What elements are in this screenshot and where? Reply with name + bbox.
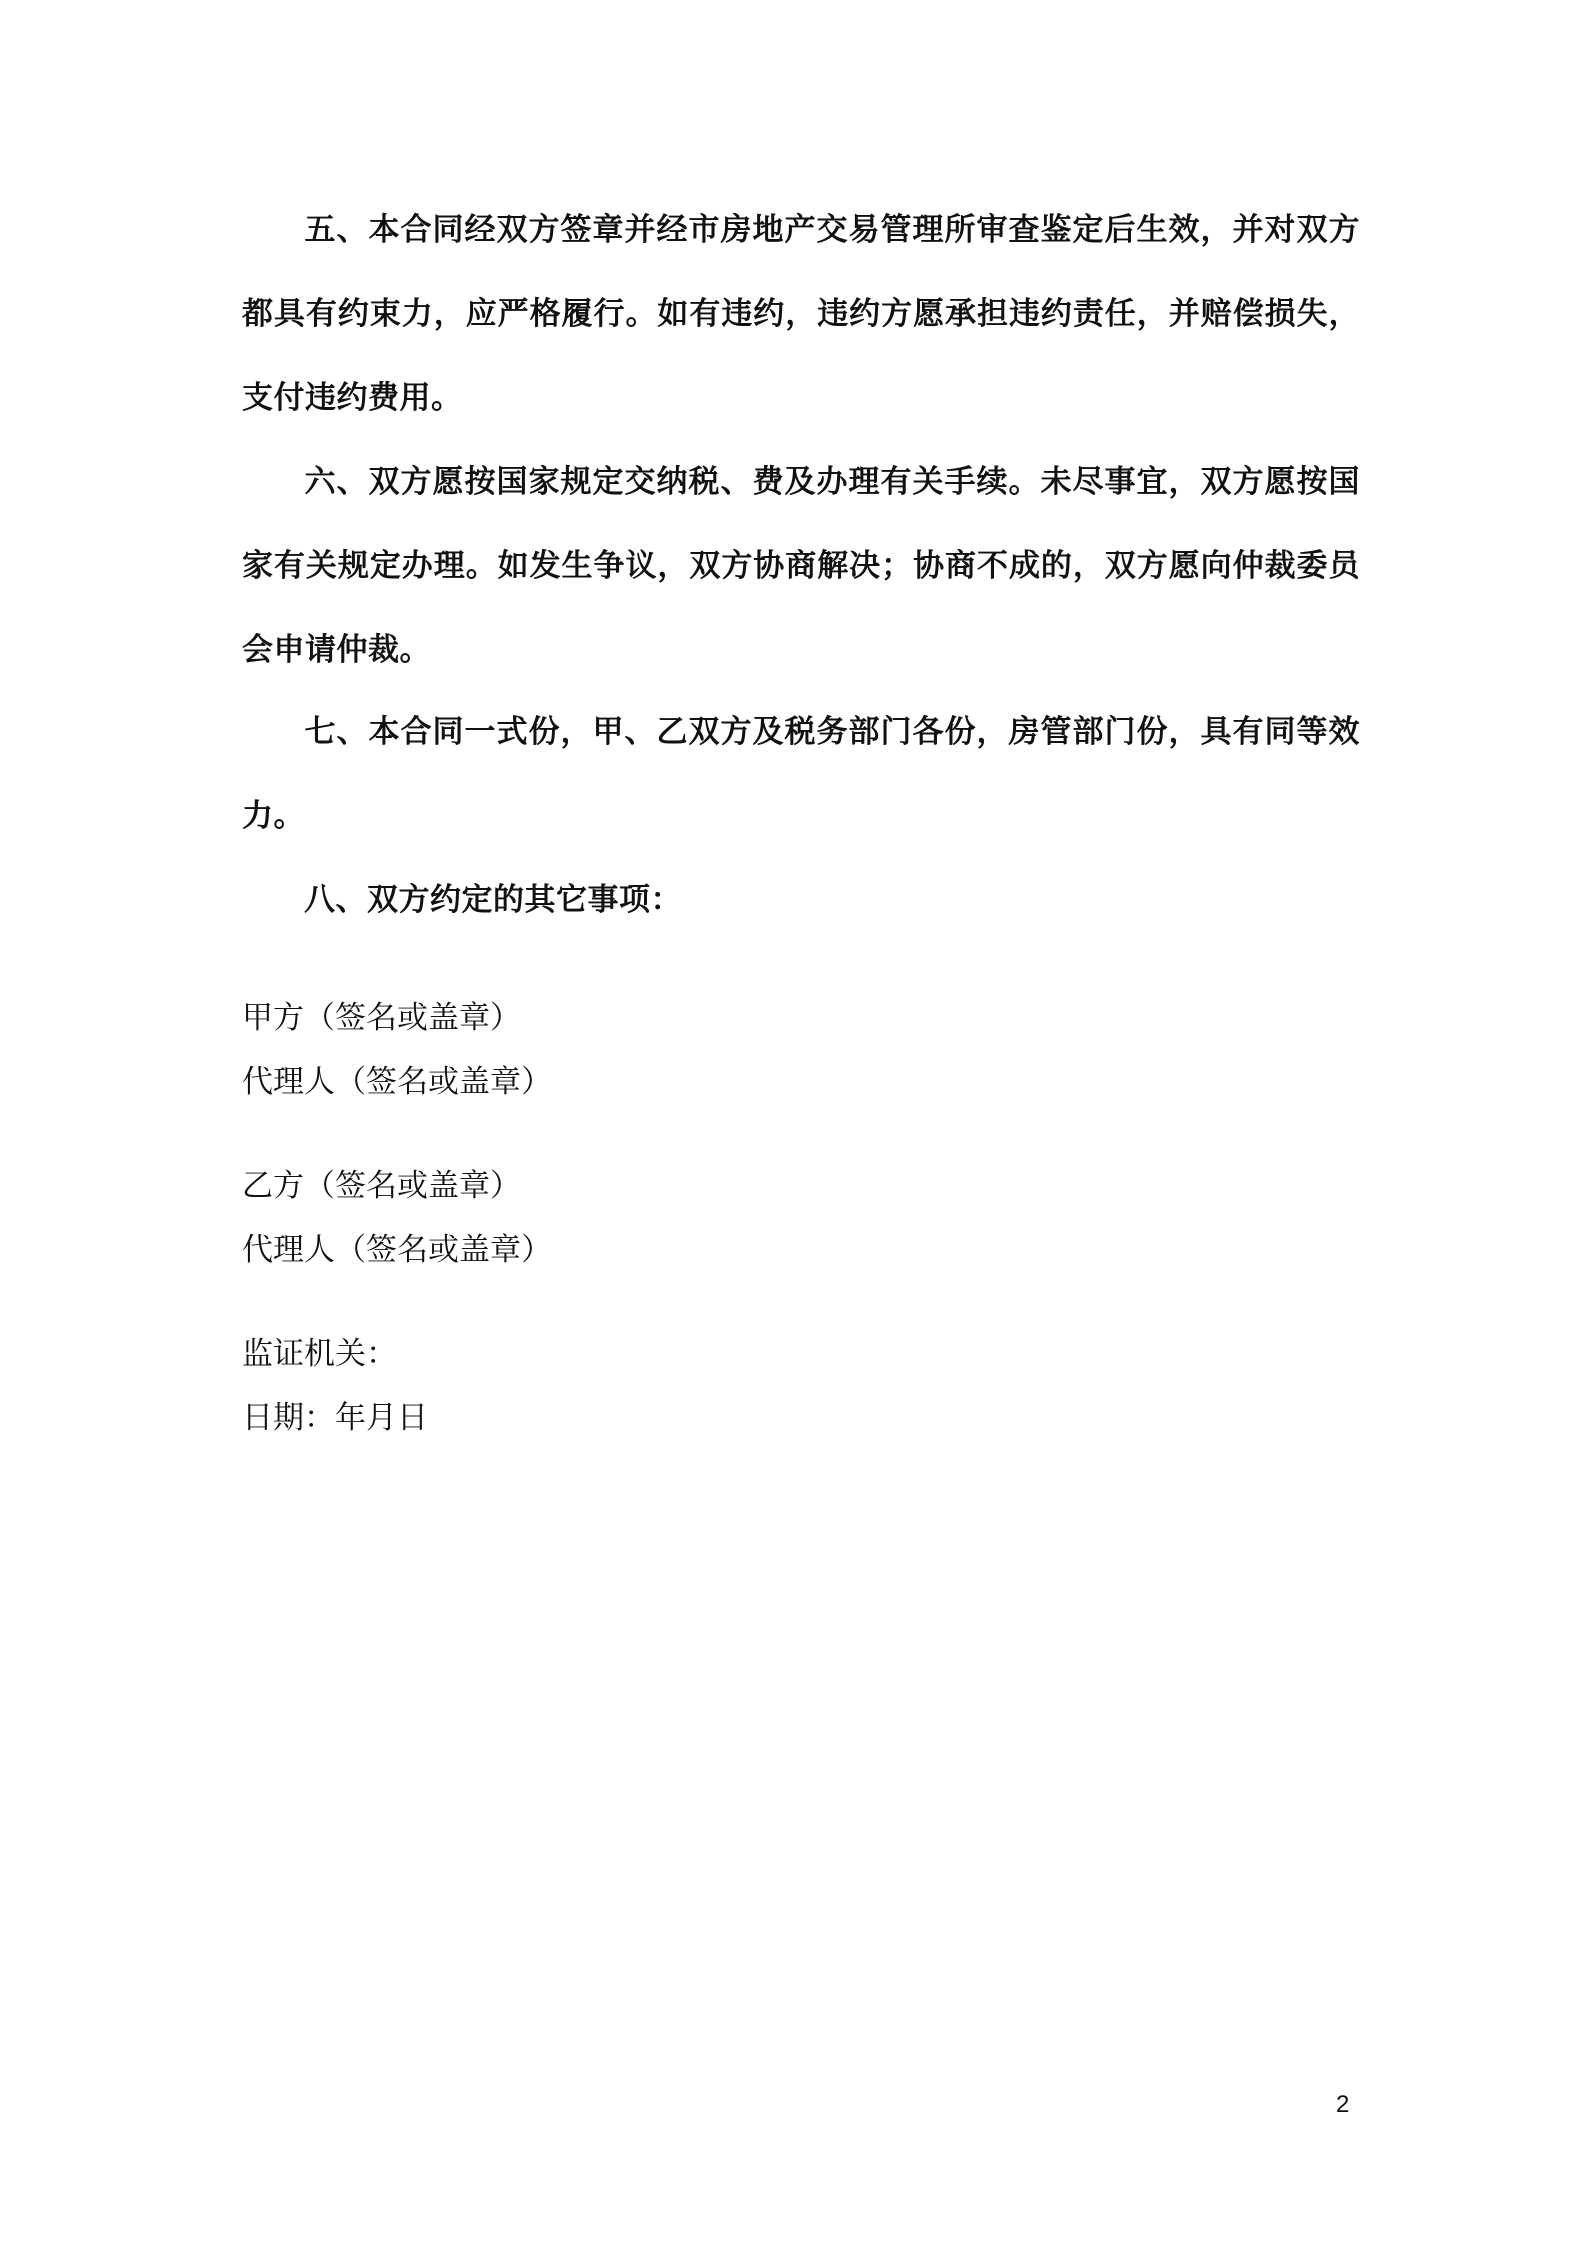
clause-8 [242, 858, 1360, 942]
clause-8-text: 八、双方约定的其它事项： [304, 882, 682, 918]
clause-6-text: 六、双方愿按国家规定交纳税、费及办理有关手续。未尽事宜，双方愿按国家有关规定办理。如发生争议，双方协商解决；协商不成的，双方愿向仲裁委员会申请仲裁。 [242, 464, 1360, 668]
clause-5 [242, 188, 1360, 440]
clause-7-text: 七、本合同一式份，甲、乙双方及税务部门各份，房管部门份，具有同等效力。 [242, 714, 1360, 834]
clause-7 [242, 690, 1360, 858]
clause-6 [242, 440, 1360, 692]
party-a-signature-line: 甲方（签名或盖章） [242, 1000, 521, 1036]
party-b-signature-line: 乙方（签名或盖章） [242, 1168, 521, 1204]
date-line: 日期：年月日 [242, 1400, 428, 1436]
clause-5-text: 五、本合同经双方签章并经市房地产交易管理所审查鉴定后生效，并对双方都具有约束力，应严格履行。如有违约，违约方愿承担违约责任，并赔偿损失，支付违约费用。 [242, 212, 1360, 416]
party-b-agent-signature-line: 代理人（签名或盖章） [242, 1232, 552, 1268]
supervisor-line: 监证机关： [242, 1336, 397, 1372]
page-number: 2 [1336, 2091, 1350, 2118]
party-a-agent-signature-line: 代理人（签名或盖章） [242, 1064, 552, 1100]
